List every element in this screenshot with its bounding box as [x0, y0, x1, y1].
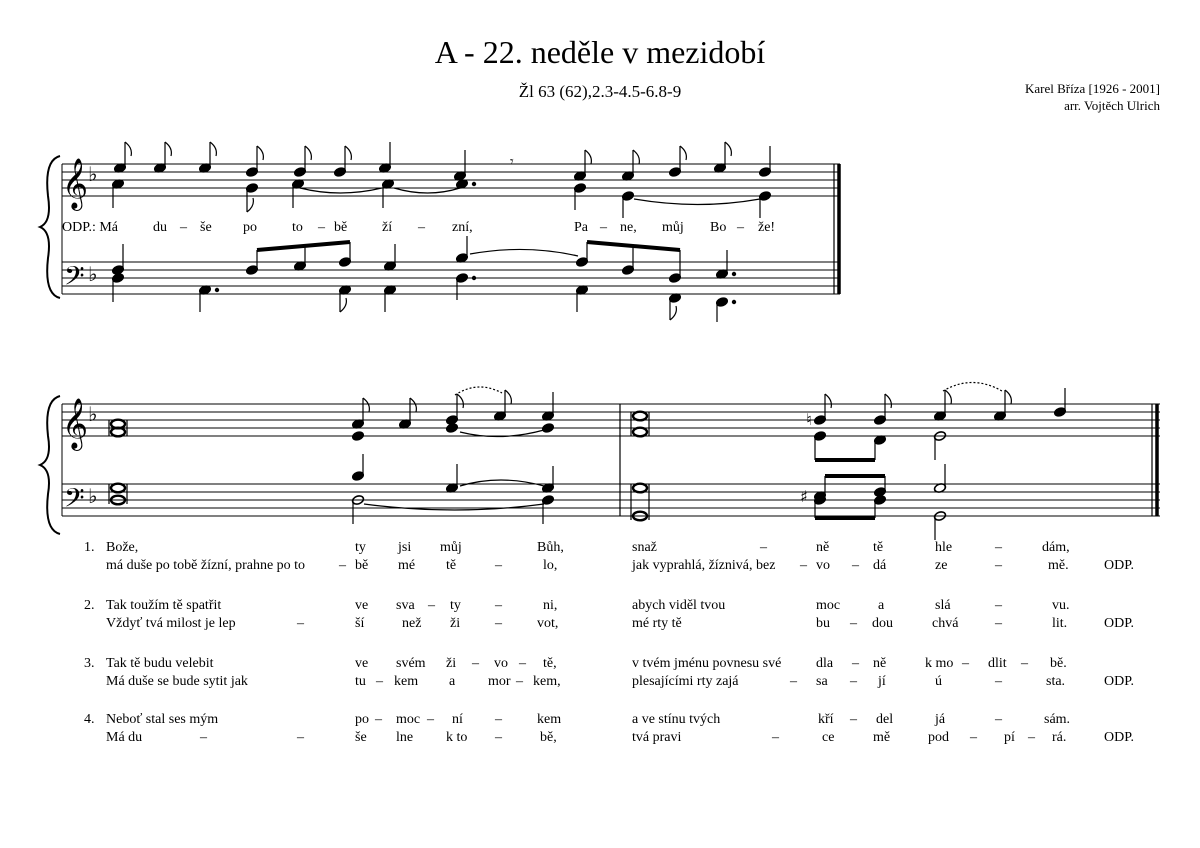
lyric-syllable: můj [662, 220, 684, 235]
verse-hyphen: – [962, 656, 969, 671]
system-brace [40, 156, 60, 298]
verse-text: tu [355, 674, 366, 689]
verse-text: tě [446, 558, 457, 573]
verse-hyphen: – [339, 558, 346, 573]
verse-text: dlit [988, 656, 1007, 671]
lyric-syllable: bě [334, 220, 348, 235]
svg-text:𝄾: 𝄾 [510, 154, 514, 170]
verse-text: jsi [398, 540, 412, 555]
treble-clef: 𝄞 [62, 398, 89, 449]
soprano-notes [113, 142, 771, 181]
verse-text: ži [446, 656, 457, 671]
verse-text: vot, [537, 616, 559, 631]
verse-text: Neboť stal ses mým [106, 712, 219, 727]
verse-text: plesajícími rty zajá [632, 674, 739, 689]
verse-text: sta. [1046, 674, 1066, 689]
verse-text: dou [872, 616, 893, 631]
lyric-syllable: to [292, 220, 303, 235]
verse-hyphen: – [1021, 656, 1028, 671]
lyric-syllable: ží [382, 220, 393, 235]
verse-text: jak vyprahlá, žíznivá, bez [632, 558, 776, 573]
verse-hyphen: – [1028, 730, 1035, 745]
flat-key-signature: ♭ [88, 402, 98, 426]
verse-text: a ve stínu tvých [632, 712, 721, 727]
lyric-syllable: še [200, 220, 212, 235]
verse-text: můj [440, 540, 462, 555]
lyric-hyphen: – [600, 220, 607, 235]
verse-text: než [402, 616, 422, 631]
verse-text: Má duše se bude sytit jak [106, 674, 248, 689]
response-marker: ODP. [1104, 616, 1134, 631]
verse-text: ně [873, 656, 887, 671]
verse-hyphen: – [375, 712, 382, 727]
verse-hyphen: – [519, 656, 526, 671]
verse-hyphen: – [200, 730, 207, 745]
lyric-hyphen: – [418, 220, 425, 235]
verse-hyphen: – [297, 730, 304, 745]
verse-text: Tak toužím tě spatřit [106, 598, 222, 613]
lyric-syllable: že! [758, 220, 776, 235]
verse-text: bě [355, 558, 369, 573]
verse-text: ni, [543, 598, 558, 613]
verse-number: 2. [84, 598, 95, 613]
verse-text: chvá [932, 616, 959, 631]
verse-system [40, 396, 1160, 534]
verse-text: svém [396, 656, 426, 671]
lyric-syllable: zní, [452, 220, 473, 235]
verse-hyphen: – [850, 616, 857, 631]
verse-text: tě, [543, 656, 557, 671]
verse-text: v tvém jménu povnesu své [632, 656, 782, 671]
verse-text: mě [873, 730, 891, 745]
verse-text: po [355, 712, 369, 727]
lyric-syllable: ODP.: Má [62, 220, 119, 235]
arranger-name: arr. Vojtěch Ulrich [1064, 98, 1160, 113]
verse-text: ně [816, 540, 830, 555]
verse-text: pí [1004, 730, 1015, 745]
verse-number: 1. [84, 540, 95, 555]
flat-key-signature-bass: ♭ [88, 262, 98, 286]
lyric-syllable: ne, [620, 220, 637, 235]
verse-hyphen: – [495, 712, 502, 727]
verse-hyphen: – [850, 674, 857, 689]
response-marker: ODP. [1104, 674, 1134, 689]
verse-text: sám. [1044, 712, 1071, 727]
lyric-syllable: du [153, 220, 167, 235]
verse-hyphen: – [995, 674, 1002, 689]
flat-key-signature: ♭ [88, 162, 98, 186]
verse-text: ty [450, 598, 461, 613]
verse-text: lo, [543, 558, 558, 573]
verse-text: še [355, 730, 367, 745]
verse-text: slá [935, 598, 951, 613]
composer-name: Karel Bříza [1926 - 2001] [1024, 81, 1160, 96]
verse-hyphen: – [970, 730, 977, 745]
verse-hyphen: – [850, 712, 857, 727]
verse-hyphen: – [297, 616, 304, 631]
verse-text: dám, [1042, 540, 1070, 555]
verse-text: vo [494, 656, 508, 671]
verse-text: mé rty tě [632, 616, 682, 631]
verse-text: Má du [106, 730, 143, 745]
verse-text: kem [537, 712, 562, 727]
verse-text: kem, [533, 674, 561, 689]
verse-hyphen: – [495, 558, 502, 573]
response-marker: ODP. [1104, 730, 1134, 745]
verse-text: a [878, 598, 885, 613]
lyric-syllable: Pa [574, 220, 588, 235]
verse-hyphen: – [376, 674, 383, 689]
verse-text: má duše po tobě žízní, prahne po to [106, 558, 306, 573]
verse-hyphen: – [427, 712, 434, 727]
lyric-syllable: Bo [710, 220, 727, 235]
verse-text: tě [873, 540, 884, 555]
verse-text: abych viděl tvou [632, 598, 726, 613]
page-title: A - 22. neděle v mezidobí [434, 34, 766, 70]
verse-text: kem [394, 674, 419, 689]
verse-text: dla [816, 656, 834, 671]
verse-text: bu [816, 616, 830, 631]
verse-text: del [876, 712, 894, 727]
tenor-bass-notes [111, 236, 735, 322]
verse-text: lne [396, 730, 414, 745]
verse-text: Bože, [106, 540, 139, 555]
bass-clef: 𝄢 [64, 260, 85, 298]
verse-number: 3. [84, 656, 95, 671]
verse-text: moc [816, 598, 841, 613]
verse-hyphen: – [495, 598, 502, 613]
verse-text: ní [452, 712, 463, 727]
verse-text: ce [822, 730, 835, 745]
verse-hyphen: – [790, 674, 797, 689]
verse-text: ve [355, 598, 369, 613]
bass-clef: 𝄢 [64, 482, 85, 520]
verse-text: mor [488, 674, 511, 689]
lyric-hyphen: – [180, 220, 187, 235]
verse-hyphen: – [995, 598, 1002, 613]
svg-text:♮: ♮ [806, 410, 812, 429]
verse-hyphen: – [516, 674, 523, 689]
verse-text: sa [816, 674, 828, 689]
verse-text: moc [396, 712, 421, 727]
verse-text: vu. [1052, 598, 1070, 613]
verse-number: 4. [84, 712, 95, 727]
psalm-reference: Žl 63 (62),2.3-4.5-6.8-9 [518, 82, 682, 101]
verse-text: ší [355, 616, 365, 631]
verse-hyphen: – [995, 712, 1002, 727]
verse-hyphen: – [852, 558, 859, 573]
verse-text: a [449, 674, 456, 689]
verse-text: vo [816, 558, 830, 573]
lyric-syllable: po [243, 220, 257, 235]
verse-text: rá. [1052, 730, 1067, 745]
verse-hyphen: – [800, 558, 807, 573]
verse-text: hle [935, 540, 953, 555]
verse-text: Vždyť tvá milost je lep [106, 616, 236, 631]
verse-hyphen: – [995, 558, 1002, 573]
verse-hyphen: – [495, 730, 502, 745]
verse-text: kří [818, 712, 834, 727]
verse-text: dá [873, 558, 887, 573]
verse-text: ze [935, 558, 948, 573]
lyric-hyphen: – [318, 220, 325, 235]
verse-text: ú [935, 674, 942, 689]
verse-hyphen: – [495, 616, 502, 631]
verse-text: já [935, 712, 946, 727]
verse-hyphen: – [995, 540, 1002, 555]
verse-text: bě. [1050, 656, 1067, 671]
verse-text: snaž [632, 540, 657, 555]
verse-text: tvá pravi [632, 730, 682, 745]
verse-text: Tak tě budu velebit [106, 656, 214, 671]
verse-text: bě, [540, 730, 557, 745]
verse-text: ži [450, 616, 461, 631]
verse-text: sva [396, 598, 415, 613]
treble-clef: 𝄞 [62, 158, 89, 209]
response-marker: ODP. [1104, 558, 1134, 573]
flat-key-signature-bass: ♭ [88, 484, 98, 508]
verse-text: k mo [925, 656, 954, 671]
verse-hyphen: – [995, 616, 1002, 631]
verse-hyphen: – [760, 540, 767, 555]
verse-text: jí [878, 674, 886, 689]
verse-hyphen: – [472, 656, 479, 671]
lyric-hyphen: – [737, 220, 744, 235]
verse-hyphen: – [428, 598, 435, 613]
verse-text: k to [446, 730, 468, 745]
verse-text: pod [928, 730, 949, 745]
verse-text: mě. [1048, 558, 1069, 573]
svg-text:♯: ♯ [800, 487, 808, 506]
verse-text: Bůh, [537, 540, 564, 555]
verse-text: ty [355, 540, 366, 555]
verse-text: ve [355, 656, 369, 671]
alto-notes [111, 179, 771, 218]
verse-hyphen: – [772, 730, 779, 745]
verse-hyphen: – [852, 656, 859, 671]
verse-text: lit. [1052, 616, 1068, 631]
verse-text: mé [398, 558, 416, 573]
